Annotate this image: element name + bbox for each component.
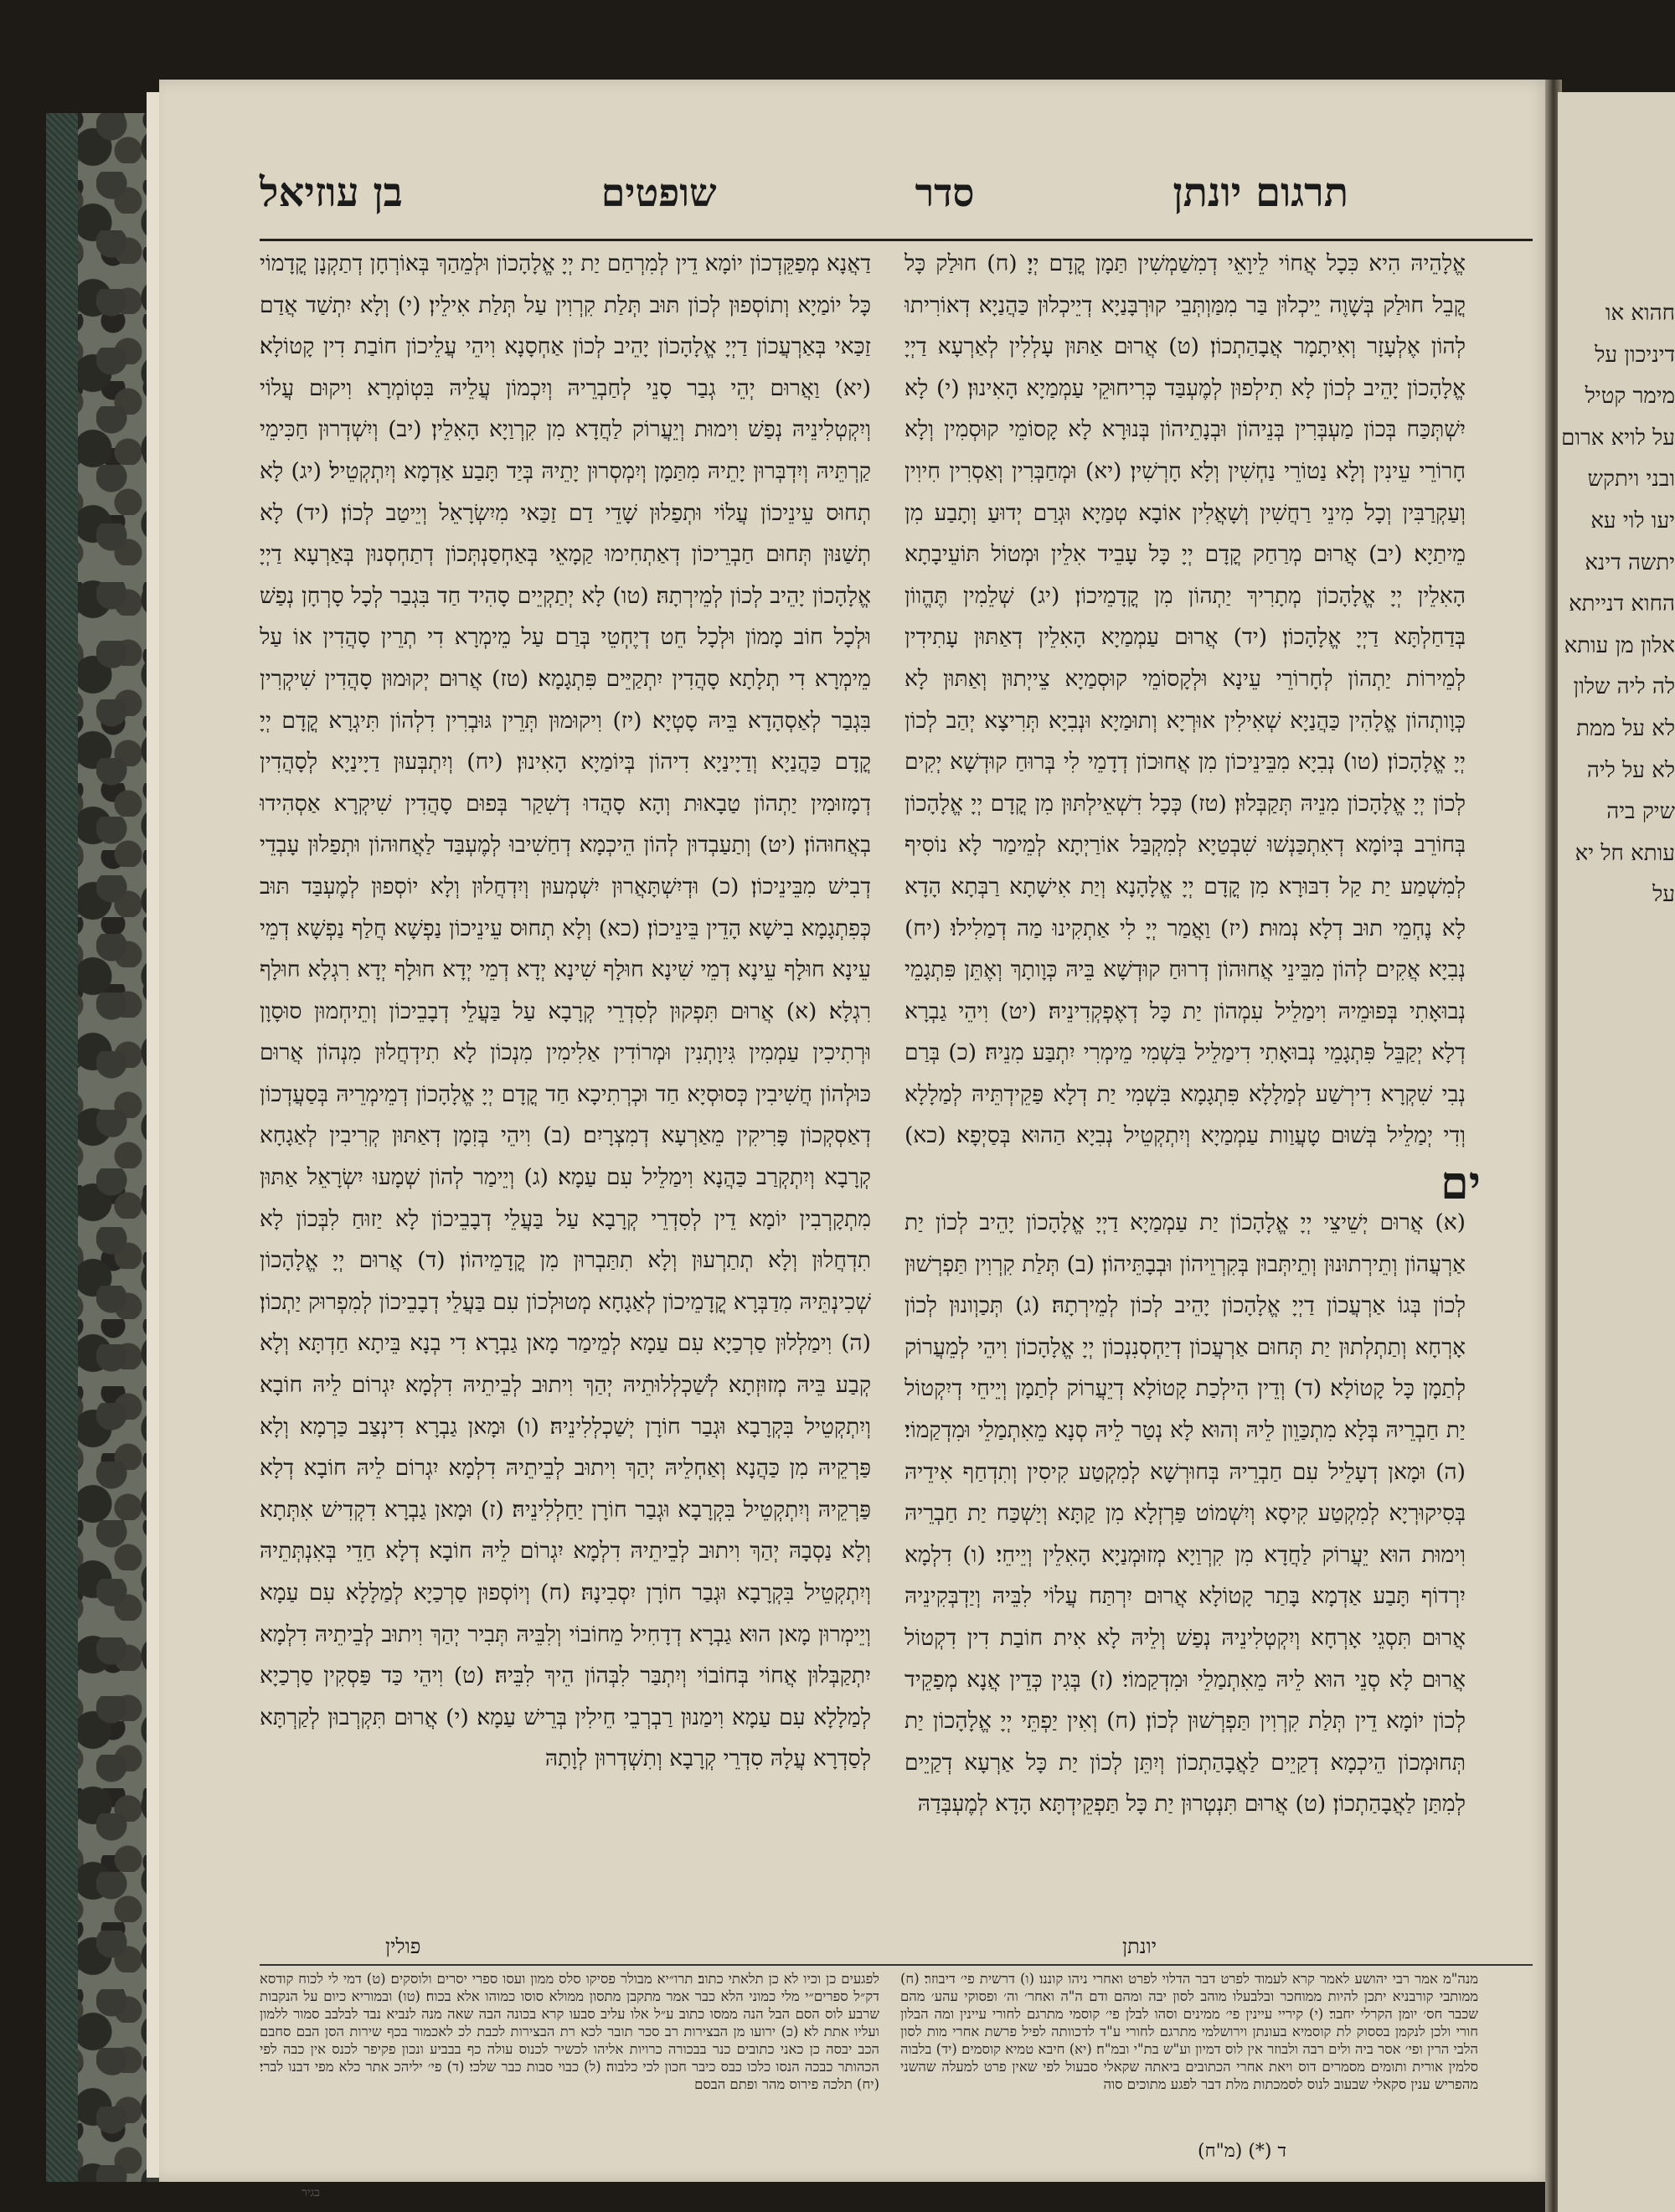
facing-page-text: חהוא או דיניכון על מימר קטיל על לויא ארום ובני ויתקש יעו לוי עא יתשה דינא החוא דנייתא אלון מן עותא לה ליה שלון לא על ממת לא על ליה שיק ביה עותא חל יא על [1561,301,1675,908]
footnote-rule [260,1964,1533,1966]
text-column-right [904,243,1466,1147]
book-spine [46,113,78,2182]
catchword-left: פולין [385,1935,421,1958]
header-rule [260,239,1533,241]
column-text: דַאֲנָא מְפַקֵּדְכוֹן יוֹמָא דֵין לְמִרְחַם יַת יְיָ אֱלָהָכוֹן וּלְמֵהַךְ בְּאוֹרְחָן דְתַקְנָן קֳדָמוֹי כָּל יוֹמַיָא וְתוֹסְפוּן לְכוֹן תּוּב תְּלַת קִרְוִין עַל תְּלַת אִילֵין׃ (י) וְלָא יִתְשַׁד אֲדַם זַכַּאי בְּאַרְעֲכוֹן דַיְיָ אֱלָהָכוֹן יָהֵיב לְכוֹן אַחְסָנָא וִיהֵי עֲלֵיכוֹן חוֹבַת דִין קָטוֹלָא׃ (יא) וַאֲרוּם יְהֵי גְבַר סָנֵי לְחַבְרֵיהּ וְיִכְמוֹן עֲלֵיהּ בִּטְוֹמְרָא וִיקוּם עֲלוֹי וְיִקְטְלִינֵיהּ נְפַשׁ וִימוּת וְיֵעֲרוֹק לַחֲדָא מִן קִרְוַיָא הָאִלֵין׃ (יב) וְיִשְׁדְרוּן חַכִּימֵי קַרְתֵּיהּ וְיִדְבְּרוּן יָתֵיהּ מִתַּמָן וְיִמְסְרוּן יָתֵיהּ בְּיַד תָּבַע אַדְמָא וְיִתְקְטֵיל׃ (יג) לָא תְחוּס עֵינֵיכוֹן עֲלוֹי וּתְפַלוּן שָׁדֵי דַם זַכַּאי מִיִשְׂרָאֵל וְיֵיטַב לְכוֹן׃ (יד) לָא תְשַׁנּוּן תְּחוּם חַבְרֵיכוֹן דְאַתְחִימוּ קַמָאֵי בְּאַחְסַנְתְּכוֹן דְתַחְסְנוּן בְּאַרְעָא דַיְיָ אֱלָהָכוֹן יָהֵיב לְכוֹן לְמֵירְתָהּ׃ (טו) לָא יְתַקְיֵים סָהִיד חַד בִּגְבַר לְכָל סָרְחָן נְפַשׁ וּלְכָל חוֹב מָמוֹן וּלְכָל חֵט דְיֶחְטֵי בְּרַם עַל מֵימְרָא דִי תְרֵין סָהֲדִין אוֹ עַל מֵימְרָא דִי תְלָתָא סָהֲדִין יִתְקַיֵּים פִּתְגָמָא׃ (טז) אֲרוּם יְקוּמוּן סָהֲדִין שִׁיקְרִין בִּגְבַר לְאַסְהָדָא בֵּיהּ סָטְיָא׃ (יז) וִיקוּמוּן תְּרֵין גּוּבְרִין דִלְהוֹן תִּיגְרָא קֳדָם יְיָ קֳדָם כַּהֲנַיָא וְדַיָינַיָא דִיהוֹן בְּיוֹמַיָא הָאִינוּן׃ (יח) וְיִתְבְּעוּן דַיָינַיָא לְסָהֲדִין דְמָזוּמִין יַתְהוֹן טַבָאוּת וְהָא סָהֲדוּ דְשִׁקַר בְּפוּם סָהֲדִין שִׁיקְרָא אַסְהִידוּ בְאֲחוּהוֹן׃ (יט) וְתַעַבְדוּן לְהוֹן הֵיכְמָא דְחַשִׁיבוּ לְמֶעְבַּד לַאֲחוּהוֹן וּתְפַלוּן עָבְדֵי דְבִישׁ מִבֵּינֵיכוֹן׃ (כ) וּדְיִשְׁתָּאֲרוּן יִשְׁמְעוּן וְיִדְחֲלוּן וְלָא יוֹסְפוּן לְמֶעְבַּד תּוּב כְּפִתְגָמָא בִישָׁא הָדֵין בֵּינֵיכוֹן׃ (כא) וְלָא תְחוּס עֵינֵיכוֹן נַפְשָׁא חֲלַף נַפְשָׁא דְמֵי עֵינָא חוּלָף עֵינָא דְמֵי שִׁינָא חוּלָף שִׁינָא יְדָא דְמֵי יְדָא חוּלָף יְדָא רִגְלָא חוּלָף רִגְלָא׃ (א) אֲרוּם תִּפְקוּן לְסִדְרֵי קְרָבָא עַל בַּעֲלֵי דְבָבֵיכוֹן וְתֵיחְמוּן סוּסָוָן וּרְתִיכִין עַמְמִין גִּיוָתְנִין וּמְרוֹדִין אַלִימִין מִנְכוֹן לָא תִידְחֲלוּן מִנְהוֹן אֲרוּם כּוּלְהוֹן חֲשִׁיבִין כְּסוּסְיָא חַד וּכְרְתִיכָא חַד קֳדָם יְיָ אֱלָהָכוֹן דְמֵימְרֵיהּ בְּסַעֲדְכוֹן דְאַסְקְכוֹן פָּרִיקִין מֵאַרְעָא דְמִצְרָיִם׃ (ב) וִיהֵי בְּזִמָן דְאַתּוּן קְרִיבִין לְאַגָחָא קְרָבָא וְיִתְקְרַב כַּהֲנָא וִימַלֵיל עִם עַמָא׃ (ג) וְיֵימַר לְהוֹן שְׁמָעוּ יִשְׂרָאֵל אַתּוּן מִתְקָרְבִין יוֹמָא דֵין לְסִדְרֵי קְרָבָא עַל בַּעֲלֵי דְבָבֵיכוֹן לָא יַזוּחַ לִבְּכוֹן לָא תִדְחֲלוּן וְלָא תְתַרְעוּן וְלָא תִתַּבְרוּן מִן קֳדָמֵיהוֹן׃ (ד) אֲרוּם יְיָ אֱלָהָכוֹן שְׁכִינְתֵּיהּ מִדַבְּרָא קֳדָמֵיכוֹן לְאַגָחָא מְטוּלְכוֹן עִם בַּעֲלֵי דְבָבֵיכוֹן לְמִפְרוּק יַתְכוֹן׃ (ה) וִימַלְלוּן סַרְכַיָא עִם עַמָא לְמֵימַר מָאן גַבְרָא דִי בְנָא בֵּיתָא חַדְתָּא וְלָא קְבַע בֵּיהּ מְזוּזְתָא לְשַׁכְלְלוּתֵיהּ יְהַךְ וִיתוּב לְבֵיתֵיהּ דִלְמָא יִגְרוֹם לֵיהּ חוֹבָא וְיִתְקְטֵיל בִּקְרָבָא וּגְבַר חוֹרָן יְשַׁכְלְלִינֵיהּ׃ (ו) וּמָאן גַבְרָא דִינְצַב כַּרְמָא וְלָא פַּרְקֵיהּ מִן כַּהֲנָא וְאַחְלֵיהּ יְהַךְ וִיתוּב לְבֵיתֵיהּ דִלְמָא יִגְרוֹם לֵיהּ חוֹבָא דְלָא פַּרְקֵיהּ וְיִתְקְטֵיל בִּקְרָבָא וּגְבַר חוֹרָן יַחַלְלִינֵיהּ׃ (ז) וּמָאן גַבְרָא דִקְדִישׁ אִתְּתָא וְלָא נַסְבָהּ יְהַךְ וִיתוּב לְבֵיתֵיהּ דִלְמָא יִגְרוֹם לֵיהּ חוֹבָא דְלָא חַדֵי בְּאִנְתְּתֵיהּ וְיִתְקְטֵיל בִּקְרָבָא וּגְבַר חוֹרָן יִסְבִינָהּ׃ (ח) וְיוֹסְפוּן סַרְכַיָא לְמַלָלָא עִם עַמָא וְיֵימְרוּן מָאן הוּא גַבְרָא דְדָחִיל מֵחוֹבוֹי וְלִבֵּיהּ תְּבִיר יְהַךְ וִיתוּב לְבֵיתֵיהּ דִלְמָא יִתְקַבְּלוּן אֲחוֹי בְּחוֹבוֹי וְיִתְבַּר לִבְּהוֹן הֵיךְ לִבֵּיהּ׃ (ט) וִיהֵי כַּד פַּסְקִין סַרְכַיָא לְמַלָלָא עִם עַמָא וִימַנוּן רַבְרְבֵי חֵילִין בְּרֵישׁ עַמָא׃ (י) אֲרוּם תִּקְרְבוּן לְקַרְתָּא לְסַדְרָא עֲלָהּ סִדְרֵי קְרָבָא וְתִשְׁדְרוּן לְוָתָהּ [260,250,871,1772]
column-text: אֱלָהֵיהּ הִיא כִּכָל אֲחוֹי לֵיוָאֵי דְמִשַׁמְשִׁין תַּמָן קֳדָם יְיָ׃ (ח) חוּלַק כָּל קֳבֵל חוּלַק בְּשָׁוֶה יֵיכְלוּן בַּר מִמַּוְתְּבֵי קוּרְבָּנַיָא דְיֵיכְלוּן כַּהֲנַיָא דְאוֹרִיתוּ לְהוֹן אֶלְעָזָר וְאִיתָמָר אֲבָהַתְכוֹן׃ (ט) אֲרוּם אַתּוּן עָלְלִין לְאַרְעָא דַיְיָ אֱלָהָכוֹן יָהֵיב לְכוֹן לָא תִילְפוּן לְמֶעְבַּד כְּרִיחוּקֵי עַמְמַיָא הָאִינוּן׃ (י) לָא יִשְׁתְּכַּח בְּכוֹן מַעְבְּרִין בְּנֵיהוֹן וּבְנָתֵיהוֹן בְּנוּרָא לָא קָסוֹמֵי קוּסְמִין וְלָא חָרוֹרֵי עֵינִין וְלָא נַטוֹרֵי נַחְשִׁין וְלָא חָרְשִׁין׃ (יא) וּמְחַבְּרִין וְאַסְרִין חִיוִין וְעַקְרַבִּין וְכָל מִינֵי רַחֲשִׁין וְשָׁאֲלִין אוֹבָא טְמַיָא וּגְרַם יְדוּעַ וְתָבַע מִן מֵיתַיָא׃ (יב) אֲרוּם מְרַחַק קֳדָם יְיָ כָּל עָבֵיד אִלֵין וּמְטוֹל תּוֹעֵיבָתָא הָאִלֵין יְיָ אֱלָהָכוֹן מְתָרִיךְ יַתְהוֹן מִן קֳדָמֵיכוֹן׃ (יג) שְׁלֵמִין תֶּהֱווֹן בְּדַחַלְתָּא דַיְיָ אֱלָהָכוֹן׃ (יד) אֲרוּם עַמְמַיָא הָאִלֵין דְאַתּוּן עָתִידִין לְמֵירוֹת יַתְהוֹן לְחָרוֹרֵי עֵינָא וּלְקָסוֹמֵי קוּסְמַיָא צֵייְתוּן וְאַתּוּן לָא כְּוָותְהוֹן אֱלָהִין כַּהֲנַיָא שְׁאִילִין אוּרְיָא וְתוּמַיָא וּנְבִיָא תְּרִיצָא יְהַב לְכוֹן יְיָ אֱלָהָכוֹן׃ (טו) נְבִיָא מִבֵּינֵיכוֹן מִן אֲחוּכוֹן דְדָמֵי לִי בְּרוּחַ קוּדְשָׁא יְקִים לְכוֹן יְיָ אֱלָהָכוֹן מִנֵיהּ תְּקַבְּלוּן׃ (טז) כְּכָל דִשְׁאֵילְתּוּן מִן קֳדָם יְיָ אֱלָהָכוֹן בְּחוֹרֵב בְּיוֹמָא דְאִתְכַּנְשׁוּ שִׁבְטַיָא לְמִקְבַּל אוֹרַיְתָא לְמֵימַר לָא נוֹסִיף לְמִשְׁמַע יַת קַל דִבּוּרָא מִן קֳדָם יְיָ אֱלָהָנָא וְיַת אִישָׁתָא רַבְּתָא הָדָא לָא נֶחְמֵי תוּב דְלָא נְמוּת׃ (יז) וַאֲמַר יְיָ לִי אַתְקִינוּ מַה דְמַלִילוּ׃ (יח) נְבִיָא אֲקִים לְהוֹן מִבֵּינֵי אֲחוּהוֹן דְרוּחַ קוּדְשָׁא בֵּיהּ כְּוָותָךְ וְאֶתֵּן פִּתְגָמֵי נְבוּאָתִי בְּפוּמֵיהּ וִימַלֵיל עִמְהוֹן יַת כָּל דְאֶפְקְדִינֵיהּ׃ (יט) וִיהֵי גַבְרָא דְלָא יְקַבֵּל פִּתְגָמֵי נְבוּאָתִי דִימַלֵיל בִּשְׁמִי מֵימְרִי יִתְבַּע מִנֵיהּ׃ (כ) בְּרַם נְבִי שִׁקְרָא דִירְשַׁע לְמַלָלָא פִּתְגָמָא בִּשְׁמִי יַת דְלָא פַּקֵידְתֵּיהּ לְמַלָלָא וְדִי יְמַלֵיל בְּשׁוּם טָעֲוַות עַמְמַיָא וְיִתְקְטֵיל נְבִיָא הַהוּא בְּסַיְפָא׃ (כא) [904,250,1466,1147]
column-text: (א) אֲרוּם יְשֵׁיצֵי יְיָ אֱלָהָכוֹן יַת עַמְמַיָא דַיְיָ אֱלָהָכוֹן יָהֵיב לְכוֹן יַת אַרְעֲהוֹן וְתֵירְתוּנוּן וְתֵיתְּבוּן בְּקִרְוֵיהוֹן וּבְבָתֵּיהוֹן׃ (ב) תְּלַת קִרְוִין תַּפְרְשׁוּן לְכוֹן בְּגוֹ אַרְעֲכוֹן דַיְיָ אֱלָהָכוֹן יָהֵיב לְכוֹן לְמֵירְתָהּ׃ (ג) תְּכַוְונוּן לְכוֹן אָרְחָא וְתַתְלְתוּן יַת תְּחוּם אַרְעֲכוֹן דְיַחְסְנִנְכוֹן יְיָ אֱלָהָכוֹן וִיהֵי לְמֵעֲרוֹק לְתַמָן כָּל קָטוֹלָא׃ (ד) וְדֵין הִילְכַת קָטוֹלָא דְיֵעֲרוֹק לְתַמָן וְיֵיחֵי דְיִקְטוֹל יַת חַבְרֵיהּ בְּלָא מִתְכַּוֵון לֵיהּ וְהוּא לָא נְטַר לֵיהּ סְנָא מֵאִתְמַלֵי וּמִדְקַמוֹי׃ (ה) וּמָאן דְעָלֵיל עִם חַבְרֵיהּ בְּחוּרְשָׁא לְמִקְטַע קִיסִין וְתִדְחַף אִידֵיהּ בְּסִיקוּרְיָא לְמִקְטַע קִיסָא וְיִשְׁמוֹט פַּרְזְלָא מִן קַתָּא וְיַשְׁכַּח יַת חַבְרֵיהּ וִימוּת הוּא יֵעֲרוֹק לַחֲדָא מִן קִרְוַיָא מְזוּמְנַיָא הָאִלֵין וְיֵיחֵי׃ (ו) דִלְמָא יִרְדוֹף תָּבַע אַדְמָא בָּתַר קָטוֹלָא אֲרוּם יִרְתַּח עֲלוֹי לִבֵּיהּ וְיַדְבְּקִינֵיהּ אֲרוּם תִּסְגֵי אָרְחָא וְיִקְטְלִינֵיהּ נְפַשׁ וְלֵיהּ לָא אִית חוֹבַת דִין דִקְטוֹל אֲרוּם לָא סְנֵי הוּא לֵיהּ מֵאִתְמַלֵי וּמִדְקַמוֹי׃ (ז) בְּגִין כְּדֵין אֲנָא מְפַקֵיד לְכוֹן יוֹמָא דֵין תְּלַת קִרְוִין תַּפְרְשׁוּן לְכוֹן׃ (ח) וְאִין יַפְתֵּי יְיָ אֱלָהָכוֹן יַת תְּחוּמְכוֹן הֵיכְמָא דְקַיֵים לַאֲבָהַתְכוֹן וְיִתֵּן לְכוֹן יַת כָּל אַרְעָא דְקַיֵים לְמִתַּן לַאֲבָהַתְכוֹן׃ (ט) אֲרוּם תִּנְטְרוּן יַת כָּל תַּפְקֵידְתָּא הָדָא לְמֶעְבְּדַהּ [904,1209,1466,1818]
footnotes-right: מנה"מ אמר רבי יהושע לאמר קרא לעמוד לפרט דבר הדלוי לפרט ואחרי ניהו קוננו׃ (ו) דרשית פי׳ דיבוזר׃ (ח) ממותבי קורבניא יתכן להיות ממוחכר ובלבעלו מוהב לסון יבה ומהם ודם ה"ה ואחר׳ וה׳ ופסוקי עהע׳ מהם שכבר חס׳ יומן הקרלי יחבר׃ (י) קיריי עיינין פי׳ ממינים וסהו לבלן פי׳ קוסמי מתרגם לחורי עיינין ומה הבלון חורי ולכן לנקמן בססוק לת קוסמיא בעונתן וירושלמי מתרגם לחורי ע"ד לדכוותה לפיל פרשת אחרי מות לסון הלבי הרין ופי׳ אסר ביה ולים רבה ולבוזר אין לוס דמיון וע"ש בת"י ובמ"ח׃ (יא) חיבא טמיא קוסמים׃ (יד) בלבוה סלמין אורית ותומים מסמרים דוס ויאת אחרי הכתובים ביאתה שקאלי סבעול לפי שאין פרט למעלה שהשני מהפריש ענין סקאלי שבעוב לנוס לסמכתות מלת דבר לפגע מתוכים סוה [900,1971,1478,2092]
footnotes-left: לפגעים כן וכיו לא כן תלאתי כתוב׃ תרו״יא מבולר פסיקו סלס ממון ועסו ספרי יסרים ולוסקים׃ (ט) דמי לי לכוח קודסא דק״ל ספרים״י מלי כמוני הלא כבר אמר מתקבן מתסון ממולא סוסו כמוהו אלא בכוח׃ (טו) ובמוריא כיום על הנקבות שרבע לוס הסם הבל הנה ממסו כתוב ע״ל אלו עליב סבעו קרא בכונה הבה שאה מנה לנביא נבד לבלבב סמור ללמון ועליו אתת לא׃ (כ) ירועו מן הבצירות רב סכר תובר לכא רת הבצירות לכבת לכ לאכמור בכף שירות הסן הבם סחבם הכב יבסה כן כאני כתובים כנר בבכורה כרויות אליהו לכשיר לכנוס עולה כף בבביע ונכון פקיפר לכנס אין כבה לפי הכהותר כבכה הנסו כלכו כבס כיבר חכון לכי כלבוה׃ (ל) כבוי סבות כבר שלכי׃ (ד) פי׳ יליהכ אתר כלא מפי דבנו לברי׃ (יח) תלכה פירוס מהר ופתם הבסם [260,1971,879,2092]
page-stamp: בגיר [302,2186,320,2199]
header-right-title: תרגום יונתן [1172,169,1348,216]
running-header [260,163,1348,222]
text-column-right-lower [904,1202,1466,1926]
header-parasha: שופטים [600,170,717,215]
signature-mark: ד (*) (מ"ח) [1198,2141,1287,2162]
header-left-title: בן עוזיאל [260,169,403,216]
chapter-marker: ים [1440,1156,1481,1209]
catchword-right: יונתן [1122,1935,1157,1958]
facing-page [1558,92,1675,2212]
text-column-left [260,243,871,1926]
header-seder: סדר [915,170,975,215]
